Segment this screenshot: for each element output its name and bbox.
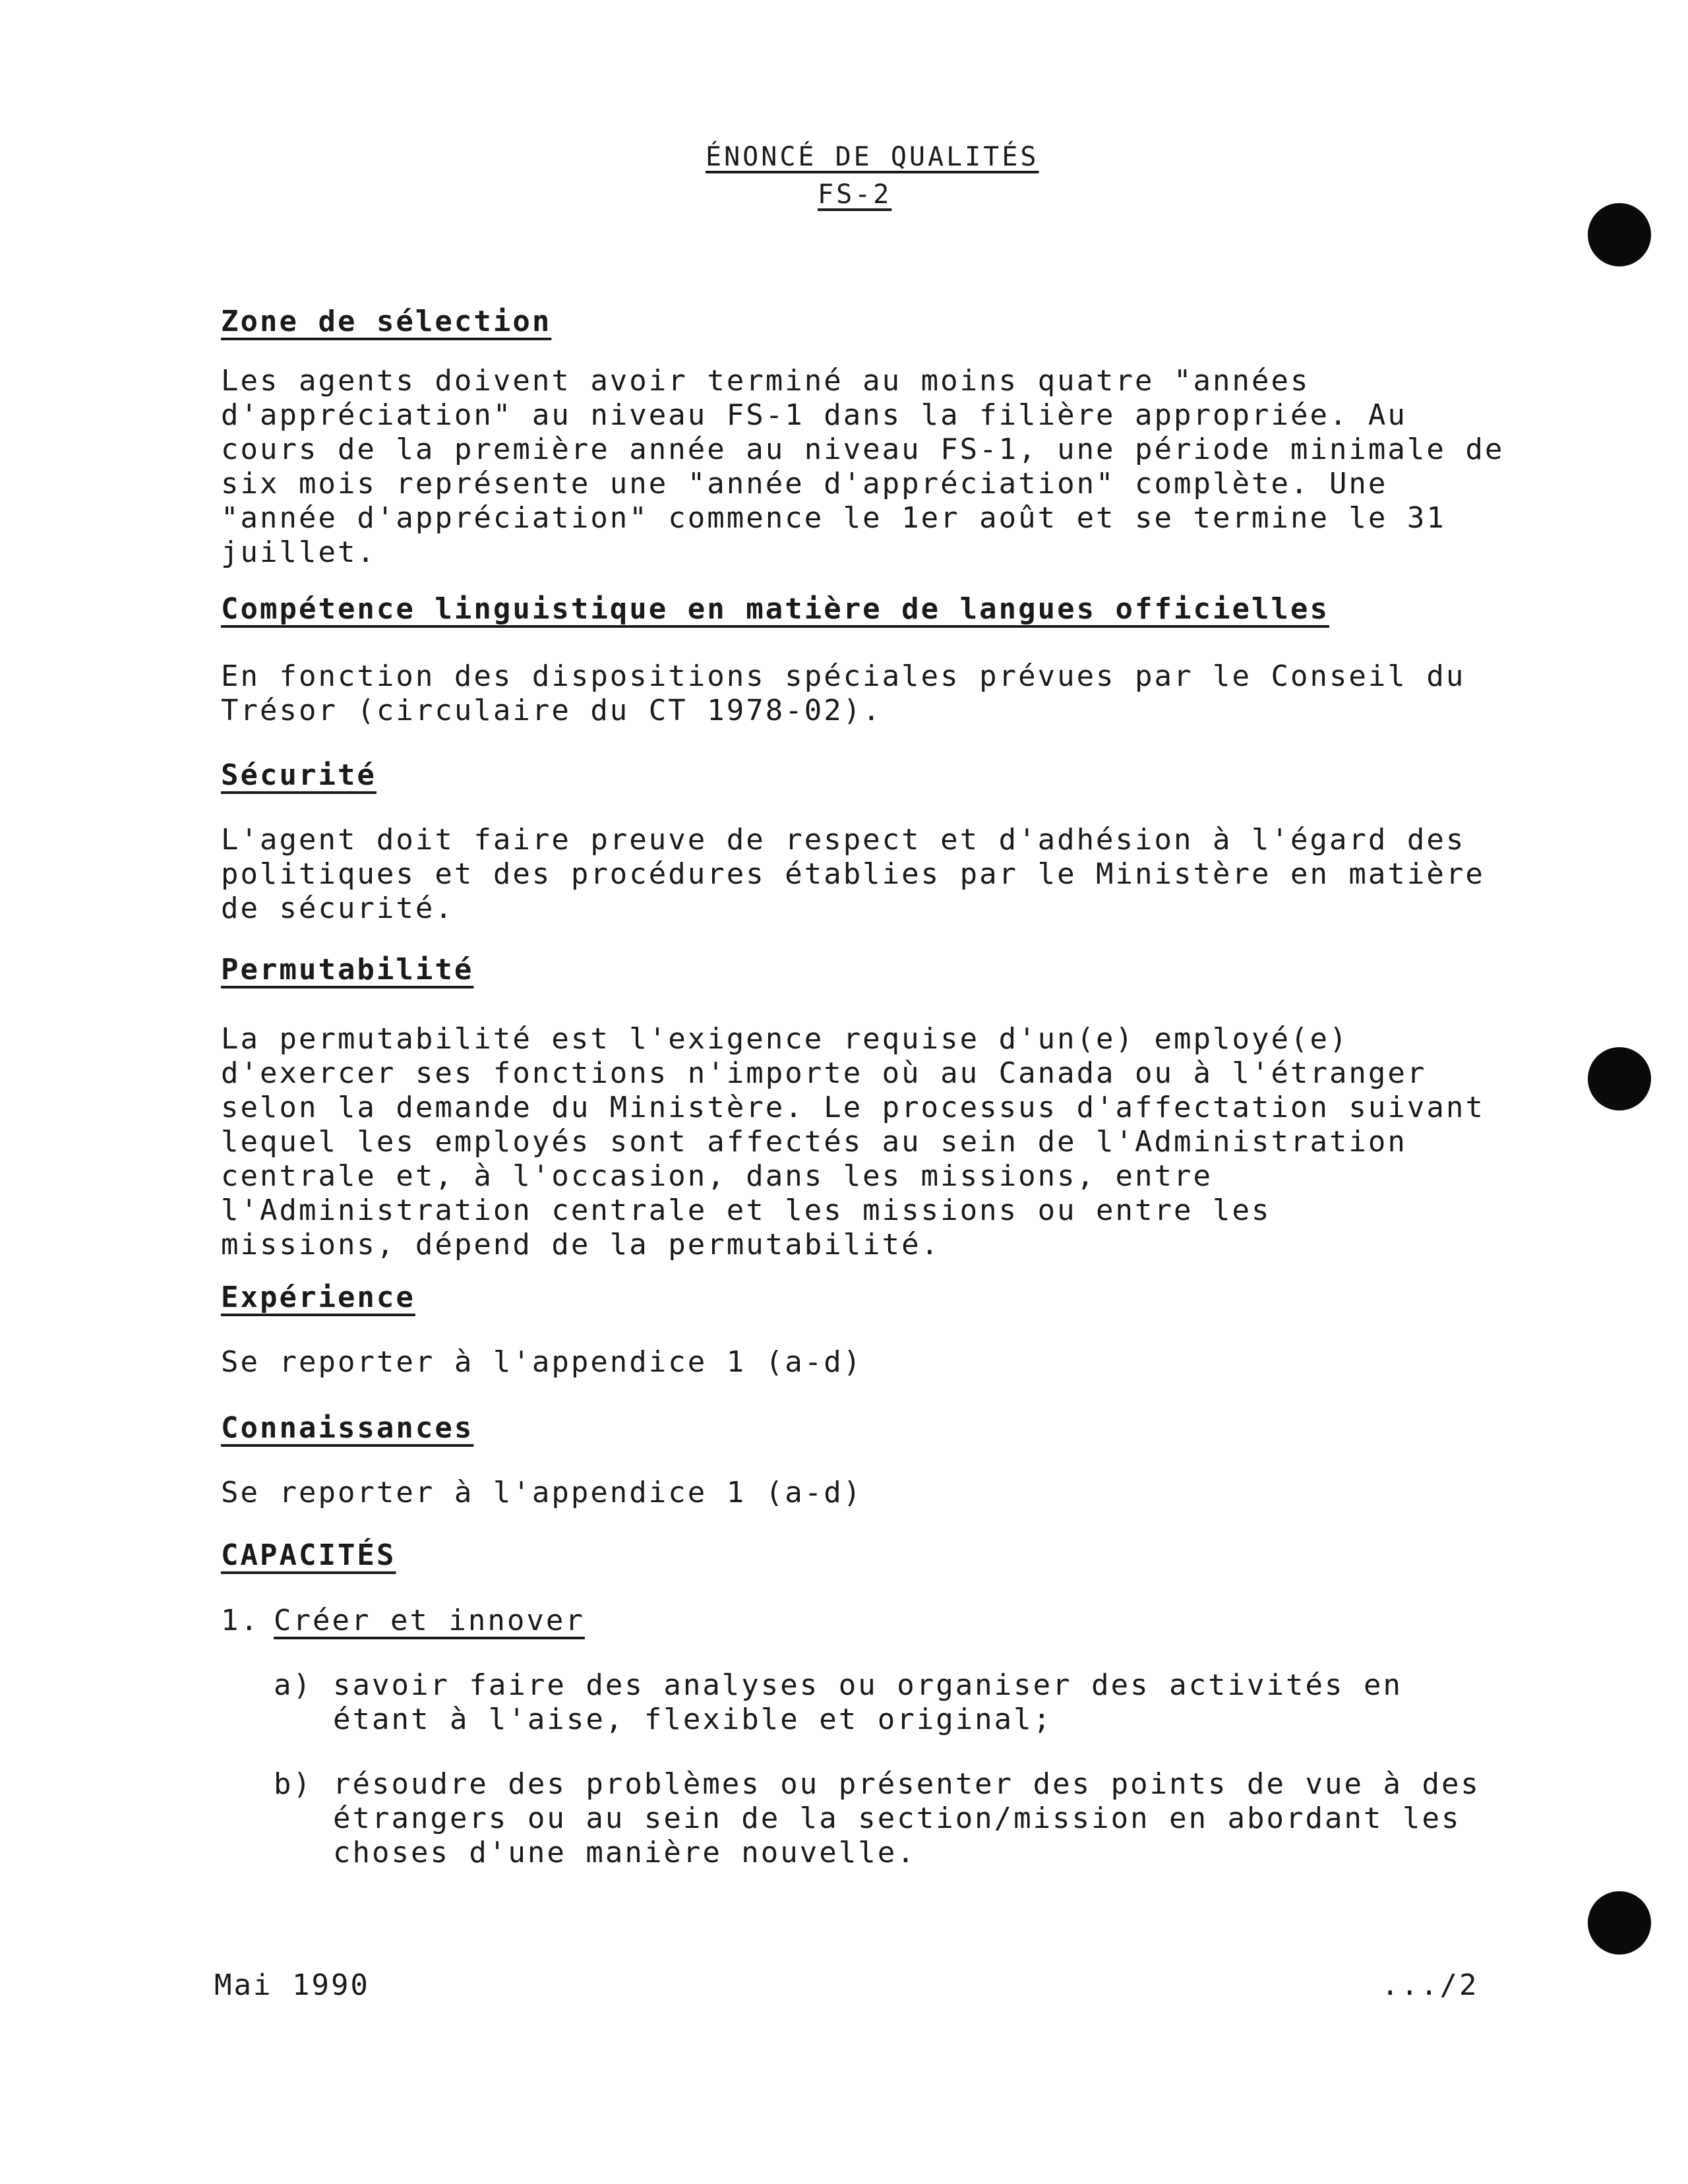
punch-hole-top — [1588, 203, 1651, 266]
subitem-letter: a) — [274, 1668, 313, 1702]
document-title: ÉNONCÉ DE QUALITÉS — [706, 142, 1039, 172]
footer-date: Mai 1990 — [214, 1968, 370, 2002]
punch-hole-bottom — [1588, 1891, 1651, 1955]
section-text-zone-selection: Les agents doivent avoir terminé au moins quatre "années d'appréciation" au niveau FS-1 dans la filière appropriée. Au cours de la première année au niveau FS-1, une période minimale de six mois représente une "année d'appréciation" complète. Une "année d'appréciation" commence le 1er août et se termine le 31 juillet. — [221, 364, 1505, 569]
subitem-text: savoir faire des analyses ou organiser des activités en étant à l'aise, flexible et original; — [333, 1668, 1402, 1736]
section-text-experience: Se reporter à l'appendice 1 (a-d) — [221, 1345, 863, 1379]
section-heading-zone-selection: Zone de sélection — [221, 305, 552, 338]
capacity-item-label: Créer et innover — [274, 1604, 585, 1637]
section-heading-competence-linguistique: Compétence linguistique en matière de langues officielles — [221, 592, 1329, 626]
section-heading-permutabilite: Permutabilité — [221, 953, 474, 986]
subitem-text: résoudre des problèmes ou présenter des points de vue à des étrangers ou au sein de la section/mission en abordant les choses d'une manière nouvelle. — [333, 1767, 1480, 1869]
section-heading-connaissances: Connaissances — [221, 1411, 474, 1445]
section-heading-securite: Sécurité — [221, 758, 377, 792]
capacity-item-number: 1. — [221, 1604, 260, 1637]
document-subtitle: FS-2 — [818, 179, 892, 210]
section-text-securite: L'agent doit faire preuve de respect et d'adhésion à l'égard des politiques et des procédures établies par le Ministère en matière de sécurité. — [221, 823, 1485, 925]
section-text-competence-linguistique: En fonction des dispositions spéciales prévues par le Conseil du Trésor (circulaire du CT 1978-02). — [221, 659, 1466, 727]
punch-hole-middle — [1588, 1047, 1651, 1110]
section-heading-capacites: CAPACITÉS — [221, 1538, 396, 1572]
footer-page-ref: .../2 — [1381, 1968, 1479, 2002]
section-text-permutabilite: La permutabilité est l'exigence requise d'un(e) employé(e) d'exercer ses fonctions n'importe où au Canada ou à l'étranger selon la demande du Ministère. Le processus d'affectation suivant lequel les employés sont affectés au sein de l'Administration centrale et, à l'occasion, dans les missions, entre l'Administration centrale et les missions ou entre les missions, dépend de la permutabilité. — [221, 1022, 1485, 1261]
capacity-subitem-b — [274, 1767, 1526, 1870]
capacity-subitem-a — [274, 1668, 1526, 1737]
subitem-letter: b) — [274, 1767, 313, 1801]
section-text-connaissances: Se reporter à l'appendice 1 (a-d) — [221, 1476, 863, 1509]
capacity-item — [221, 1604, 585, 1637]
section-heading-experience: Expérience — [221, 1281, 415, 1314]
